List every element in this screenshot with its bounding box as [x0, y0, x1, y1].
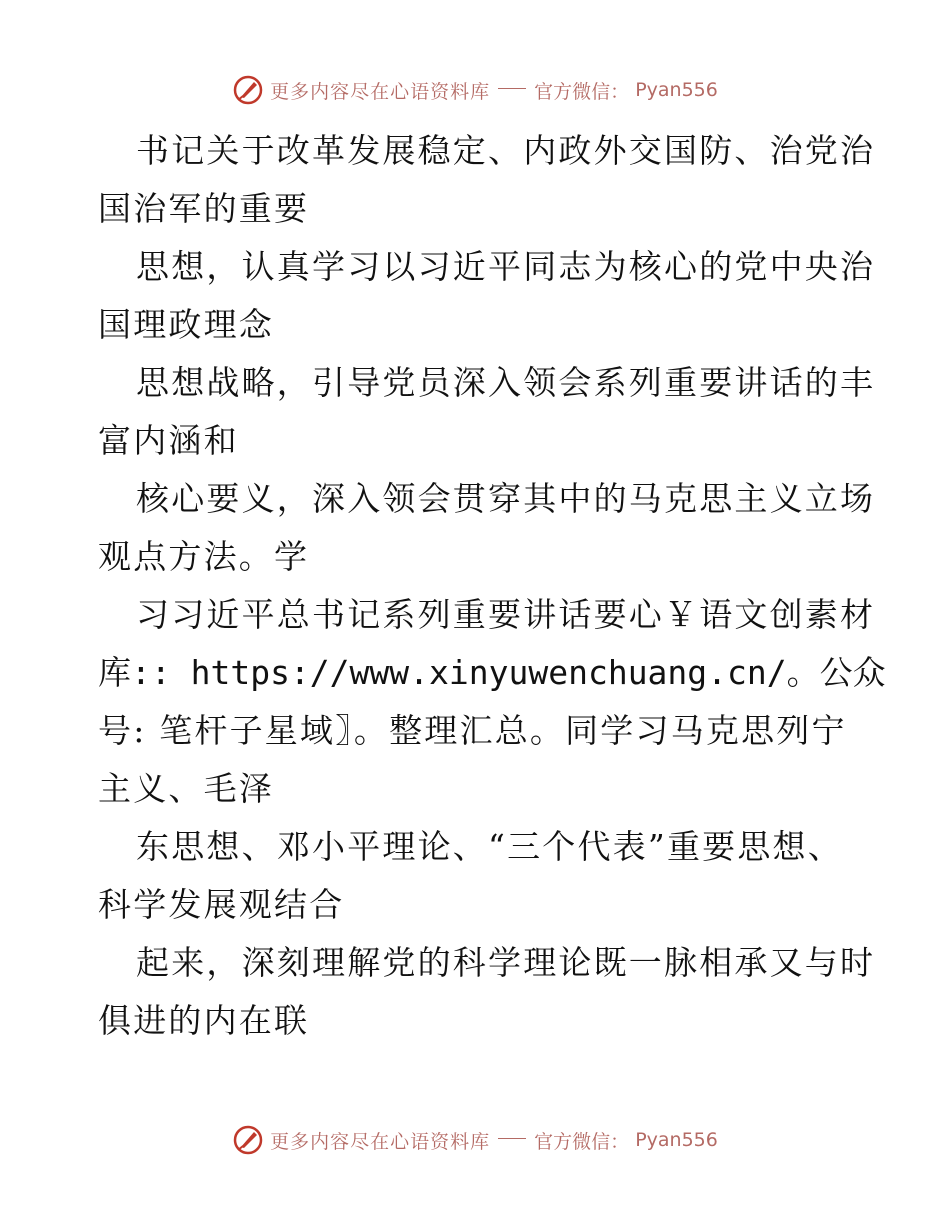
footer-wechat-label: 官方微信：	[534, 1130, 630, 1153]
body-line: 观点方法。学	[98, 537, 310, 576]
body-line: 国理政理念	[98, 305, 274, 344]
footer-separator	[498, 1138, 526, 1139]
body-line: 科学发展观结合	[98, 885, 345, 924]
header-wechat-label: 官方微信：	[534, 80, 630, 103]
header-wechat-id: Pyan556	[635, 79, 718, 101]
quill-pen-logo-icon	[232, 1124, 264, 1156]
body-line: 核心要义，深入领会贯穿其中的马克思主义立场	[136, 479, 876, 518]
body-line: 思想战略，引导党员深入领会系列重要讲话的丰	[136, 363, 876, 402]
body-line: 起来，深刻理解党的科学理论既一脉相承又与时	[136, 943, 876, 982]
body-line: 富内涵和	[98, 421, 239, 460]
footer-banner-inner	[232, 1124, 718, 1156]
body-line: 思想，认真学习以习近平同志为核心的党中央治	[136, 247, 876, 286]
body-line: 号: 笔杆子星域〗。整理汇总。同学习马克思列宁	[98, 711, 847, 750]
header-separator	[498, 88, 526, 89]
footer-wechat-id: Pyan556	[635, 1129, 718, 1151]
header-brand-text: 更多内容尽在心语资料库	[270, 80, 491, 103]
header-banner	[0, 70, 950, 110]
body-line: 书记关于改革发展稳定、内政外交国防、治党治	[136, 131, 876, 170]
body-line: 主义、毛泽	[98, 769, 274, 808]
document-body	[98, 122, 886, 1050]
body-line: 东思想、邓小平理论、“三个代表”重要思想、	[136, 827, 843, 866]
footer-brand-text: 更多内容尽在心语资料库	[270, 1130, 491, 1153]
quill-pen-logo-icon	[232, 74, 264, 106]
body-line: 习习近平总书记系列重要讲话要心￥语文创素材	[136, 595, 876, 634]
body-line: 俱进的内在联	[98, 1001, 310, 1040]
header-banner-inner	[232, 74, 718, 106]
body-line: 国治军的重要	[98, 189, 310, 228]
body-line-url: 库:: https://www.xinyuwenchuang.cn/。公众	[98, 653, 886, 692]
footer-banner	[0, 1120, 950, 1160]
